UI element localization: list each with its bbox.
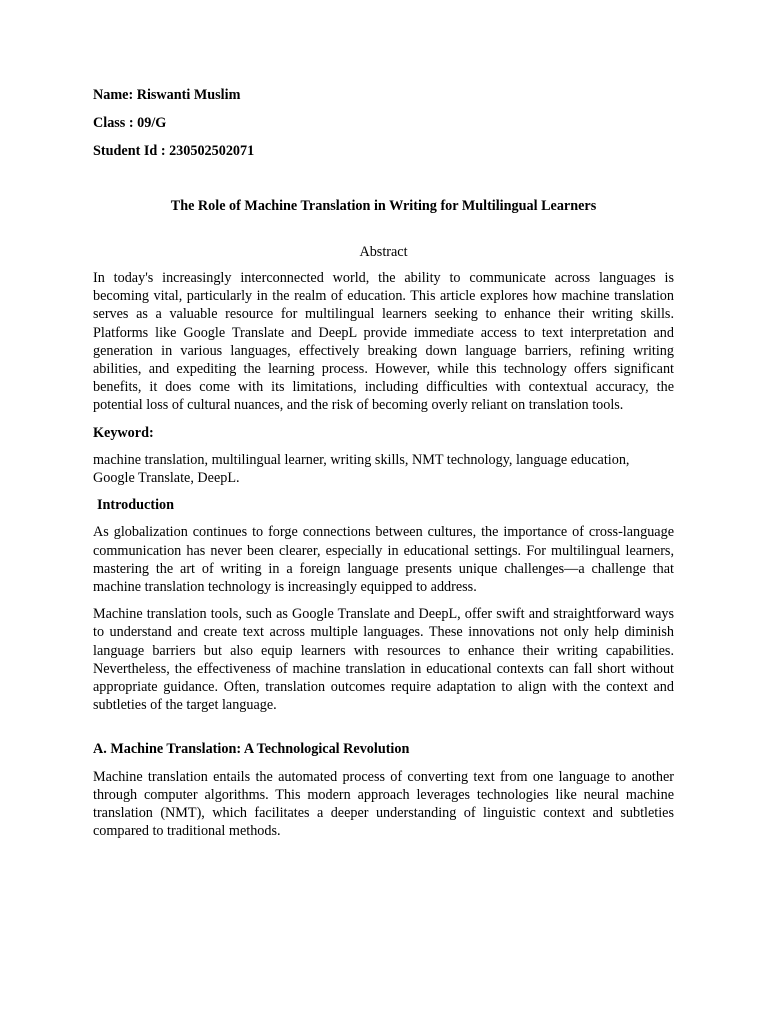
student-class: Class : 09/G xyxy=(93,115,167,132)
abstract-heading: Abstract xyxy=(359,243,408,260)
keyword-heading: Keyword: xyxy=(93,424,154,441)
section-a-paragraph: Machine translation entails the automated process of converting text from one language to another through computer algorithms. This modern approach leverages technologies like neural machine translation (NMT), which facilitates a deeper understanding of linguistic context and subtleties compared to traditional methods. xyxy=(93,768,674,840)
introduction-paragraph-2: Machine translation tools, such as Google Translate and DeepL, offer swift and straightforward ways to understand and create text across multiple languages. These innovations not only help diminish language barriers but also equip learners with resources to enhance their writing capabilities. Nevertheless, the effectiveness of machine translation in educational contexts can fall short without appropriate guidance. Often, translation outcomes require adaptation to align with the context and subtleties of the target language. xyxy=(93,606,674,714)
document-page xyxy=(93,86,674,850)
section-a-heading: A. Machine Translation: A Technological Revolution xyxy=(93,741,410,758)
introduction-heading: Introduction xyxy=(97,497,174,514)
introduction-paragraph-1: As globalization continues to forge connections between cultures, the importance of cross-language communication has never been clearer, especially in educational settings. For multilingual learners, mastering the art of writing in a foreign language presents unique challenges—a challenge that machine translation technology is increasingly equipped to address. xyxy=(93,524,674,596)
student-id: Student Id : 230502502071 xyxy=(93,143,255,160)
keyword-text: machine translation, multilingual learner, writing skills, NMT technology, language education, Google Translate, DeepL. xyxy=(93,451,630,487)
document-title: The Role of Machine Translation in Writing for Multilingual Learners xyxy=(170,197,597,214)
abstract-paragraph: In today's increasingly interconnected world, the ability to communicate across languages is becoming vital, particularly in the realm of education. This article explores how machine translation serves as a valuable resource for multilingual learners seeking to enhance their writing skills. Platforms like Google Translate and DeepL provide immediate access to text interpretation and generation in various languages, effectively breaking down language barriers, refining writing abilities, and expediting the learning process. However, while this technology offers significant benefits, it does come with its limitations, including difficulties with contextual accuracy, the potential loss of cultural nuances, and the risk of becoming overly reliant on translation tools. xyxy=(93,270,674,414)
student-name: Name: Riswanti Muslim xyxy=(93,87,241,103)
